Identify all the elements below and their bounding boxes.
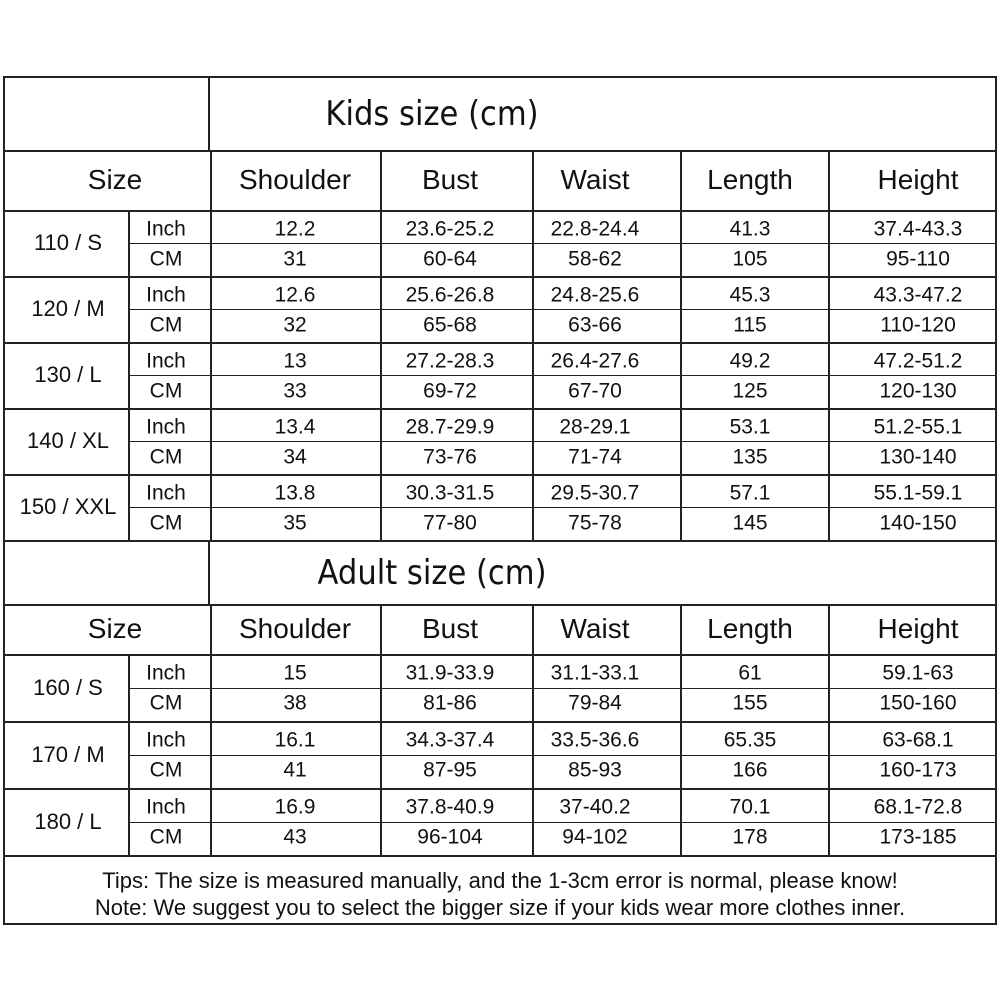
kids-inch-height: 55.1-59.1 bbox=[873, 481, 963, 504]
kids-row-mid-line-0 bbox=[128, 243, 995, 244]
kids-size-label: 110 / S bbox=[33, 230, 103, 255]
adult-row-bottom-line-1 bbox=[3, 788, 997, 790]
adult-unit-cm: CM bbox=[149, 758, 183, 782]
kids-header-bust: Bust bbox=[421, 164, 479, 195]
kids-row-bottom-line-0 bbox=[3, 276, 997, 278]
kids-inch-bust: 27.2-28.3 bbox=[405, 349, 495, 372]
kids-cm-waist: 58-62 bbox=[568, 247, 622, 270]
adult-title-left-line bbox=[208, 542, 210, 604]
kids-inch-bust: 23.6-25.2 bbox=[405, 217, 495, 240]
kids-col-line-3 bbox=[680, 150, 682, 540]
kids-inch-waist: 29.5-30.7 bbox=[550, 481, 640, 504]
kids-cm-shoulder: 32 bbox=[283, 313, 307, 336]
kids-title-left-line bbox=[208, 78, 210, 150]
kids-title-bottom-line bbox=[3, 150, 997, 152]
adult-cm-bust: 87-95 bbox=[423, 758, 477, 782]
kids-inch-height: 51.2-55.1 bbox=[873, 415, 963, 438]
kids-cm-shoulder: 33 bbox=[283, 379, 307, 402]
kids-cm-length: 105 bbox=[732, 247, 768, 270]
kids-row-mid-line-1 bbox=[128, 309, 995, 310]
adult-inch-waist: 33.5-36.6 bbox=[550, 728, 640, 752]
adult-size-label: 180 / L bbox=[34, 808, 102, 834]
adult-unit-inch: Inch bbox=[146, 661, 186, 685]
adult-inch-length: 70.1 bbox=[729, 795, 771, 819]
adult-cm-shoulder: 43 bbox=[283, 825, 307, 849]
kids-row-mid-line-4 bbox=[128, 507, 995, 508]
kids-row-bottom-line-3 bbox=[3, 474, 997, 476]
adult-cm-height: 150-160 bbox=[879, 691, 957, 715]
kids-unit-cm: CM bbox=[149, 445, 183, 468]
kids-unit-inch: Inch bbox=[146, 283, 186, 306]
kids-cm-bust: 77-80 bbox=[423, 511, 477, 534]
kids-cm-length: 115 bbox=[733, 313, 767, 336]
adult-inch-height: 68.1-72.8 bbox=[873, 795, 963, 819]
kids-inch-shoulder: 12.2 bbox=[274, 217, 316, 240]
kids-col-line-4 bbox=[828, 150, 830, 540]
kids-cm-waist: 63-66 bbox=[568, 313, 622, 336]
adult-header-bust: Bust bbox=[421, 613, 479, 644]
kids-inch-shoulder: 13 bbox=[283, 349, 307, 372]
kids-cm-bust: 73-76 bbox=[423, 445, 477, 468]
kids-size-label: 120 / M bbox=[31, 296, 105, 321]
adult-row-mid-line-1 bbox=[128, 755, 995, 756]
kids-inch-shoulder: 13.8 bbox=[274, 481, 316, 504]
adult-cm-shoulder: 41 bbox=[283, 758, 307, 782]
adult-col-line-0 bbox=[210, 604, 212, 855]
adult-inch-bust: 34.3-37.4 bbox=[405, 728, 495, 752]
kids-size-label: 150 / XXL bbox=[19, 494, 117, 519]
kids-inch-height: 37.4-43.3 bbox=[873, 217, 963, 240]
kids-header-height: Height bbox=[877, 164, 959, 195]
adult-inch-shoulder: 16.1 bbox=[274, 728, 316, 752]
adult-cm-height: 173-185 bbox=[879, 825, 957, 849]
kids-inch-waist: 28-29.1 bbox=[559, 415, 631, 438]
adult-cm-bust: 96-104 bbox=[417, 825, 483, 849]
kids-inch-height: 47.2-51.2 bbox=[873, 349, 963, 372]
kids-row-bottom-line-1 bbox=[3, 342, 997, 344]
adult-inch-length: 61 bbox=[738, 661, 762, 685]
kids-unit-cm: CM bbox=[149, 511, 183, 534]
kids-header-waist: Waist bbox=[560, 164, 630, 195]
kids-cm-waist: 71-74 bbox=[568, 445, 622, 468]
kids-inch-bust: 30.3-31.5 bbox=[405, 481, 495, 504]
kids-unit-cm: CM bbox=[149, 247, 183, 270]
kids-cm-bust: 60-64 bbox=[423, 247, 477, 270]
kids-cm-height: 95-110 bbox=[886, 247, 950, 270]
kids-unit-inch: Inch bbox=[146, 481, 186, 504]
adult-cm-shoulder: 38 bbox=[283, 691, 307, 715]
kids-header-size: Size bbox=[87, 164, 143, 195]
adult-row-bottom-line-2 bbox=[3, 855, 997, 857]
adult-header-height: Height bbox=[877, 613, 959, 644]
adult-cm-length: 155 bbox=[732, 691, 768, 715]
kids-row-mid-line-3 bbox=[128, 441, 995, 442]
adult-header-waist: Waist bbox=[560, 613, 630, 644]
kids-inch-shoulder: 12.6 bbox=[274, 283, 316, 306]
kids-cm-waist: 75-78 bbox=[568, 511, 622, 534]
kids-section-title: Kids size (cm) bbox=[325, 94, 539, 134]
adult-inch-height: 63-68.1 bbox=[882, 728, 954, 752]
adult-row-mid-line-2 bbox=[128, 822, 995, 823]
kids-inch-shoulder: 13.4 bbox=[274, 415, 316, 438]
adult-inch-waist: 37-40.2 bbox=[559, 795, 631, 819]
kids-cm-length: 125 bbox=[732, 379, 768, 402]
tips-text: Tips: The size is measured manually, and the 1-3cm error is normal, please know! bbox=[102, 868, 898, 893]
adult-col-line-3 bbox=[680, 604, 682, 855]
adult-inch-waist: 31.1-33.1 bbox=[550, 661, 640, 685]
kids-col-line-1 bbox=[380, 150, 382, 540]
kids-cm-height: 130-140 bbox=[879, 445, 957, 468]
adult-size-label: 160 / S bbox=[33, 674, 103, 700]
adult-col-line-4 bbox=[828, 604, 830, 855]
kids-unit-inch: Inch bbox=[146, 349, 186, 372]
kids-inch-waist: 24.8-25.6 bbox=[550, 283, 640, 306]
table-bottom-border bbox=[3, 923, 997, 925]
adult-inch-shoulder: 16.9 bbox=[274, 795, 316, 819]
adult-cm-length: 178 bbox=[732, 825, 768, 849]
adult-inch-length: 65.35 bbox=[723, 728, 777, 752]
kids-cm-height: 110-120 bbox=[880, 313, 956, 336]
kids-inch-length: 53.1 bbox=[729, 415, 771, 438]
kids-inch-length: 41.3 bbox=[729, 217, 771, 240]
kids-inch-length: 57.1 bbox=[729, 481, 771, 504]
adult-inch-bust: 37.8-40.9 bbox=[405, 795, 495, 819]
kids-inch-waist: 26.4-27.6 bbox=[550, 349, 640, 372]
kids-unit-cm: CM bbox=[149, 379, 183, 402]
adult-header-size: Size bbox=[87, 613, 143, 644]
kids-cm-shoulder: 31 bbox=[283, 247, 307, 270]
adult-cm-height: 160-173 bbox=[879, 758, 957, 782]
adult-title-bottom-line bbox=[3, 604, 997, 606]
kids-col-line-2 bbox=[532, 150, 534, 540]
kids-row-mid-line-2 bbox=[128, 375, 995, 376]
kids-inch-height: 43.3-47.2 bbox=[873, 283, 963, 306]
table-right-border bbox=[995, 76, 997, 925]
adult-row-bottom-line-0 bbox=[3, 721, 997, 723]
adult-cm-bust: 81-86 bbox=[423, 691, 477, 715]
kids-cm-waist: 67-70 bbox=[568, 379, 622, 402]
kids-unit-inch: Inch bbox=[146, 415, 186, 438]
kids-row-bottom-line-2 bbox=[3, 408, 997, 410]
adult-unit-cm: CM bbox=[149, 691, 183, 715]
adult-col-line-2 bbox=[532, 604, 534, 855]
kids-cm-length: 135 bbox=[732, 445, 768, 468]
adult-cm-length: 166 bbox=[732, 758, 768, 782]
adult-section-title: Adult size (cm) bbox=[317, 553, 547, 593]
kids-inch-bust: 28.7-29.9 bbox=[405, 415, 495, 438]
kids-header-shoulder: Shoulder bbox=[238, 164, 352, 195]
adult-cm-waist: 94-102 bbox=[562, 825, 628, 849]
adult-unit-inch: Inch bbox=[146, 728, 186, 752]
kids-cm-bust: 65-68 bbox=[423, 313, 477, 336]
kids-cm-height: 120-130 bbox=[879, 379, 957, 402]
table-left-border bbox=[3, 76, 5, 925]
adult-unit-cm: CM bbox=[149, 825, 183, 849]
adult-inch-height: 59.1-63 bbox=[882, 661, 954, 685]
adult-cm-waist: 79-84 bbox=[568, 691, 622, 715]
adult-cm-waist: 85-93 bbox=[568, 758, 622, 782]
adult-col-line-1 bbox=[380, 604, 382, 855]
kids-cm-height: 140-150 bbox=[879, 511, 957, 534]
adult-unit-inch: Inch bbox=[146, 795, 186, 819]
adult-header-length: Length bbox=[707, 613, 793, 644]
kids-cm-length: 145 bbox=[732, 511, 768, 534]
kids-size-label: 140 / XL bbox=[27, 428, 109, 453]
note-text: Note: We suggest you to select the bigger size if your kids wear more clothes inner. bbox=[94, 895, 906, 920]
kids-size-label: 130 / L bbox=[34, 362, 102, 387]
adult-size-label: 170 / M bbox=[31, 741, 105, 767]
kids-cm-bust: 69-72 bbox=[423, 379, 477, 402]
kids-inch-bust: 25.6-26.8 bbox=[405, 283, 495, 306]
kids-inch-waist: 22.8-24.4 bbox=[550, 217, 640, 240]
kids-col-line-0 bbox=[210, 150, 212, 540]
kids-header-bottom-line bbox=[3, 210, 997, 212]
kids-unit-cm: CM bbox=[149, 313, 183, 336]
kids-inch-length: 49.2 bbox=[729, 349, 771, 372]
adult-header-shoulder: Shoulder bbox=[238, 613, 352, 644]
adult-inch-shoulder: 15 bbox=[283, 661, 307, 685]
kids-row-bottom-line-4 bbox=[3, 540, 997, 542]
kids-unit-inch: Inch bbox=[146, 217, 186, 240]
kids-inch-length: 45.3 bbox=[729, 283, 771, 306]
kids-cm-shoulder: 35 bbox=[283, 511, 307, 534]
adult-inch-bust: 31.9-33.9 bbox=[405, 661, 495, 685]
kids-header-length: Length bbox=[707, 164, 793, 195]
table-top-border bbox=[3, 76, 997, 78]
kids-cm-shoulder: 34 bbox=[283, 445, 307, 468]
adult-header-bottom-line bbox=[3, 654, 997, 656]
adult-row-mid-line-0 bbox=[128, 688, 995, 689]
